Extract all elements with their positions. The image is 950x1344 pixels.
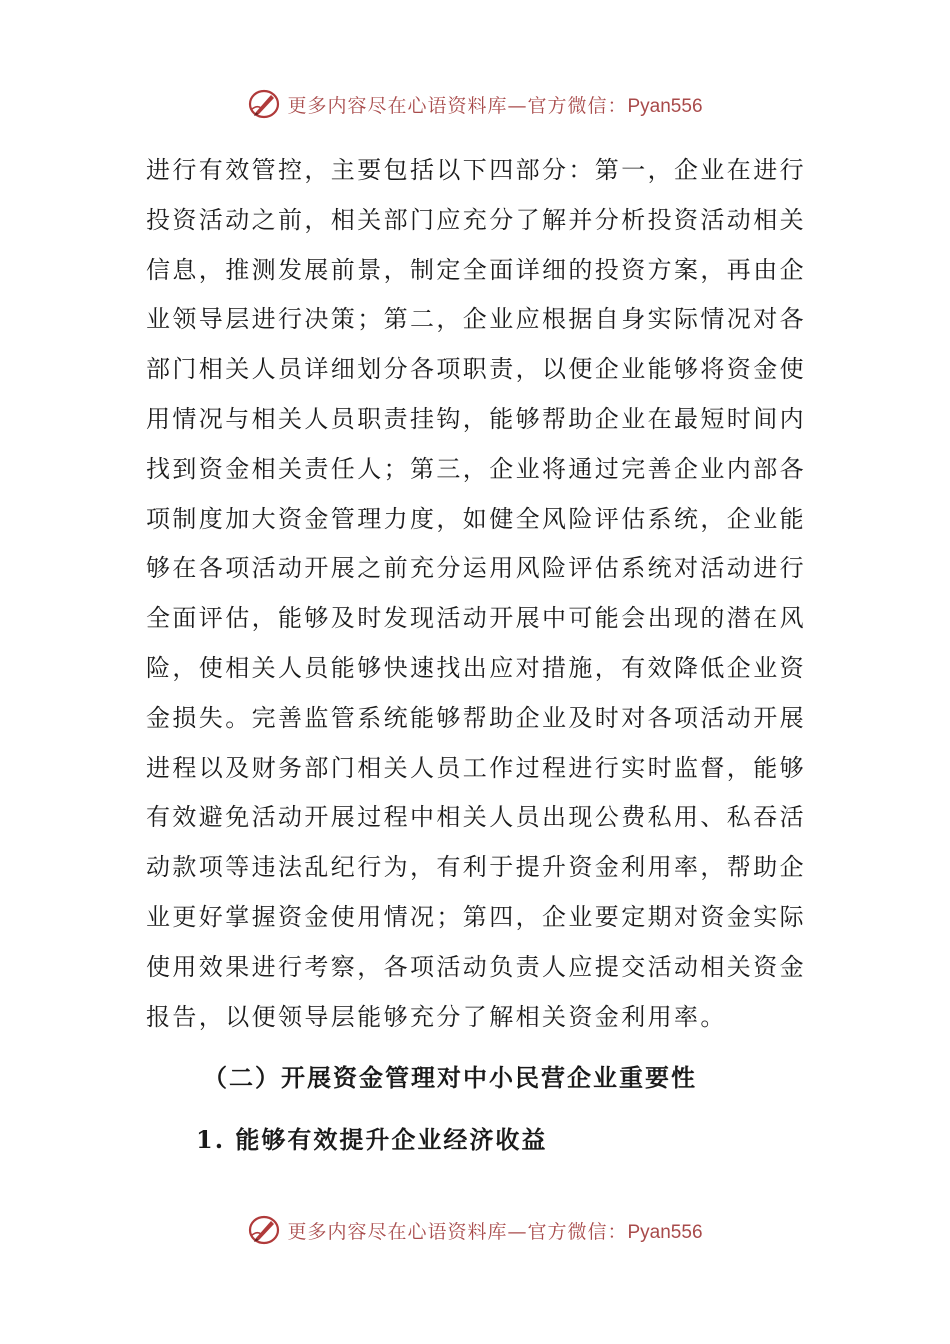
wechat-id: Pyan556 [627, 95, 703, 117]
section-heading: （二）开展资金管理对中小民营企业重要性 [203, 1063, 697, 1092]
footer-watermark [0, 1210, 950, 1250]
body-paragraph: 进行有效管控，主要包括以下四部分：第一，企业在进行投资活动之前，相关部门应充分了解并分析投资活动相关信息，推测发展前景，制定全面详细的投资方案，再由企业领导层进行决策；第二，企业应根据自身实际情况对各部门相关人员详细划分各项职责，以便企业能够将资金使用情况与相关人员职责挂钩，能够帮助企业在最短时间内找到资金相关责任人；第三，企业将通过完善企业内部各项制度加大资金管理力度，如健全风险评估系统，企业能够在各项活动开展之前充分运用风险评估系统对活动进行全面评估，能够及时发现活动开展中可能会出现的潜在风险，使相关人员能够快速找出应对措施，有效降低企业资金损失。完善监管系统能够帮助企业及时对各项活动开展进程以及财务部门相关人员工作过程进行实时监督，能够有效避免活动开展过程中相关人员出现公费私用、私吞活动款项等违法乱纪行为，有利于提升资金利用率，帮助企业更好掌握资金使用情况；第四，企业要定期对资金实际使用效果进行考察，各项活动负责人应提交活动相关资金报告，以便领导层能够充分了解相关资金利用率。 [146, 156, 806, 1031]
subsection-heading: 1. 能够有效提升企业经济收益 [196, 1125, 548, 1154]
watermark-text: 更多内容尽在心语资料库—官方微信： [287, 94, 628, 117]
watermark-text: 更多内容尽在心语资料库—官方微信： [287, 1220, 628, 1243]
header-watermark [0, 84, 950, 124]
body-content [146, 146, 806, 1042]
pen-logo-icon [247, 1213, 281, 1247]
wechat-id: Pyan556 [627, 1221, 703, 1243]
pen-logo-icon [247, 87, 281, 121]
